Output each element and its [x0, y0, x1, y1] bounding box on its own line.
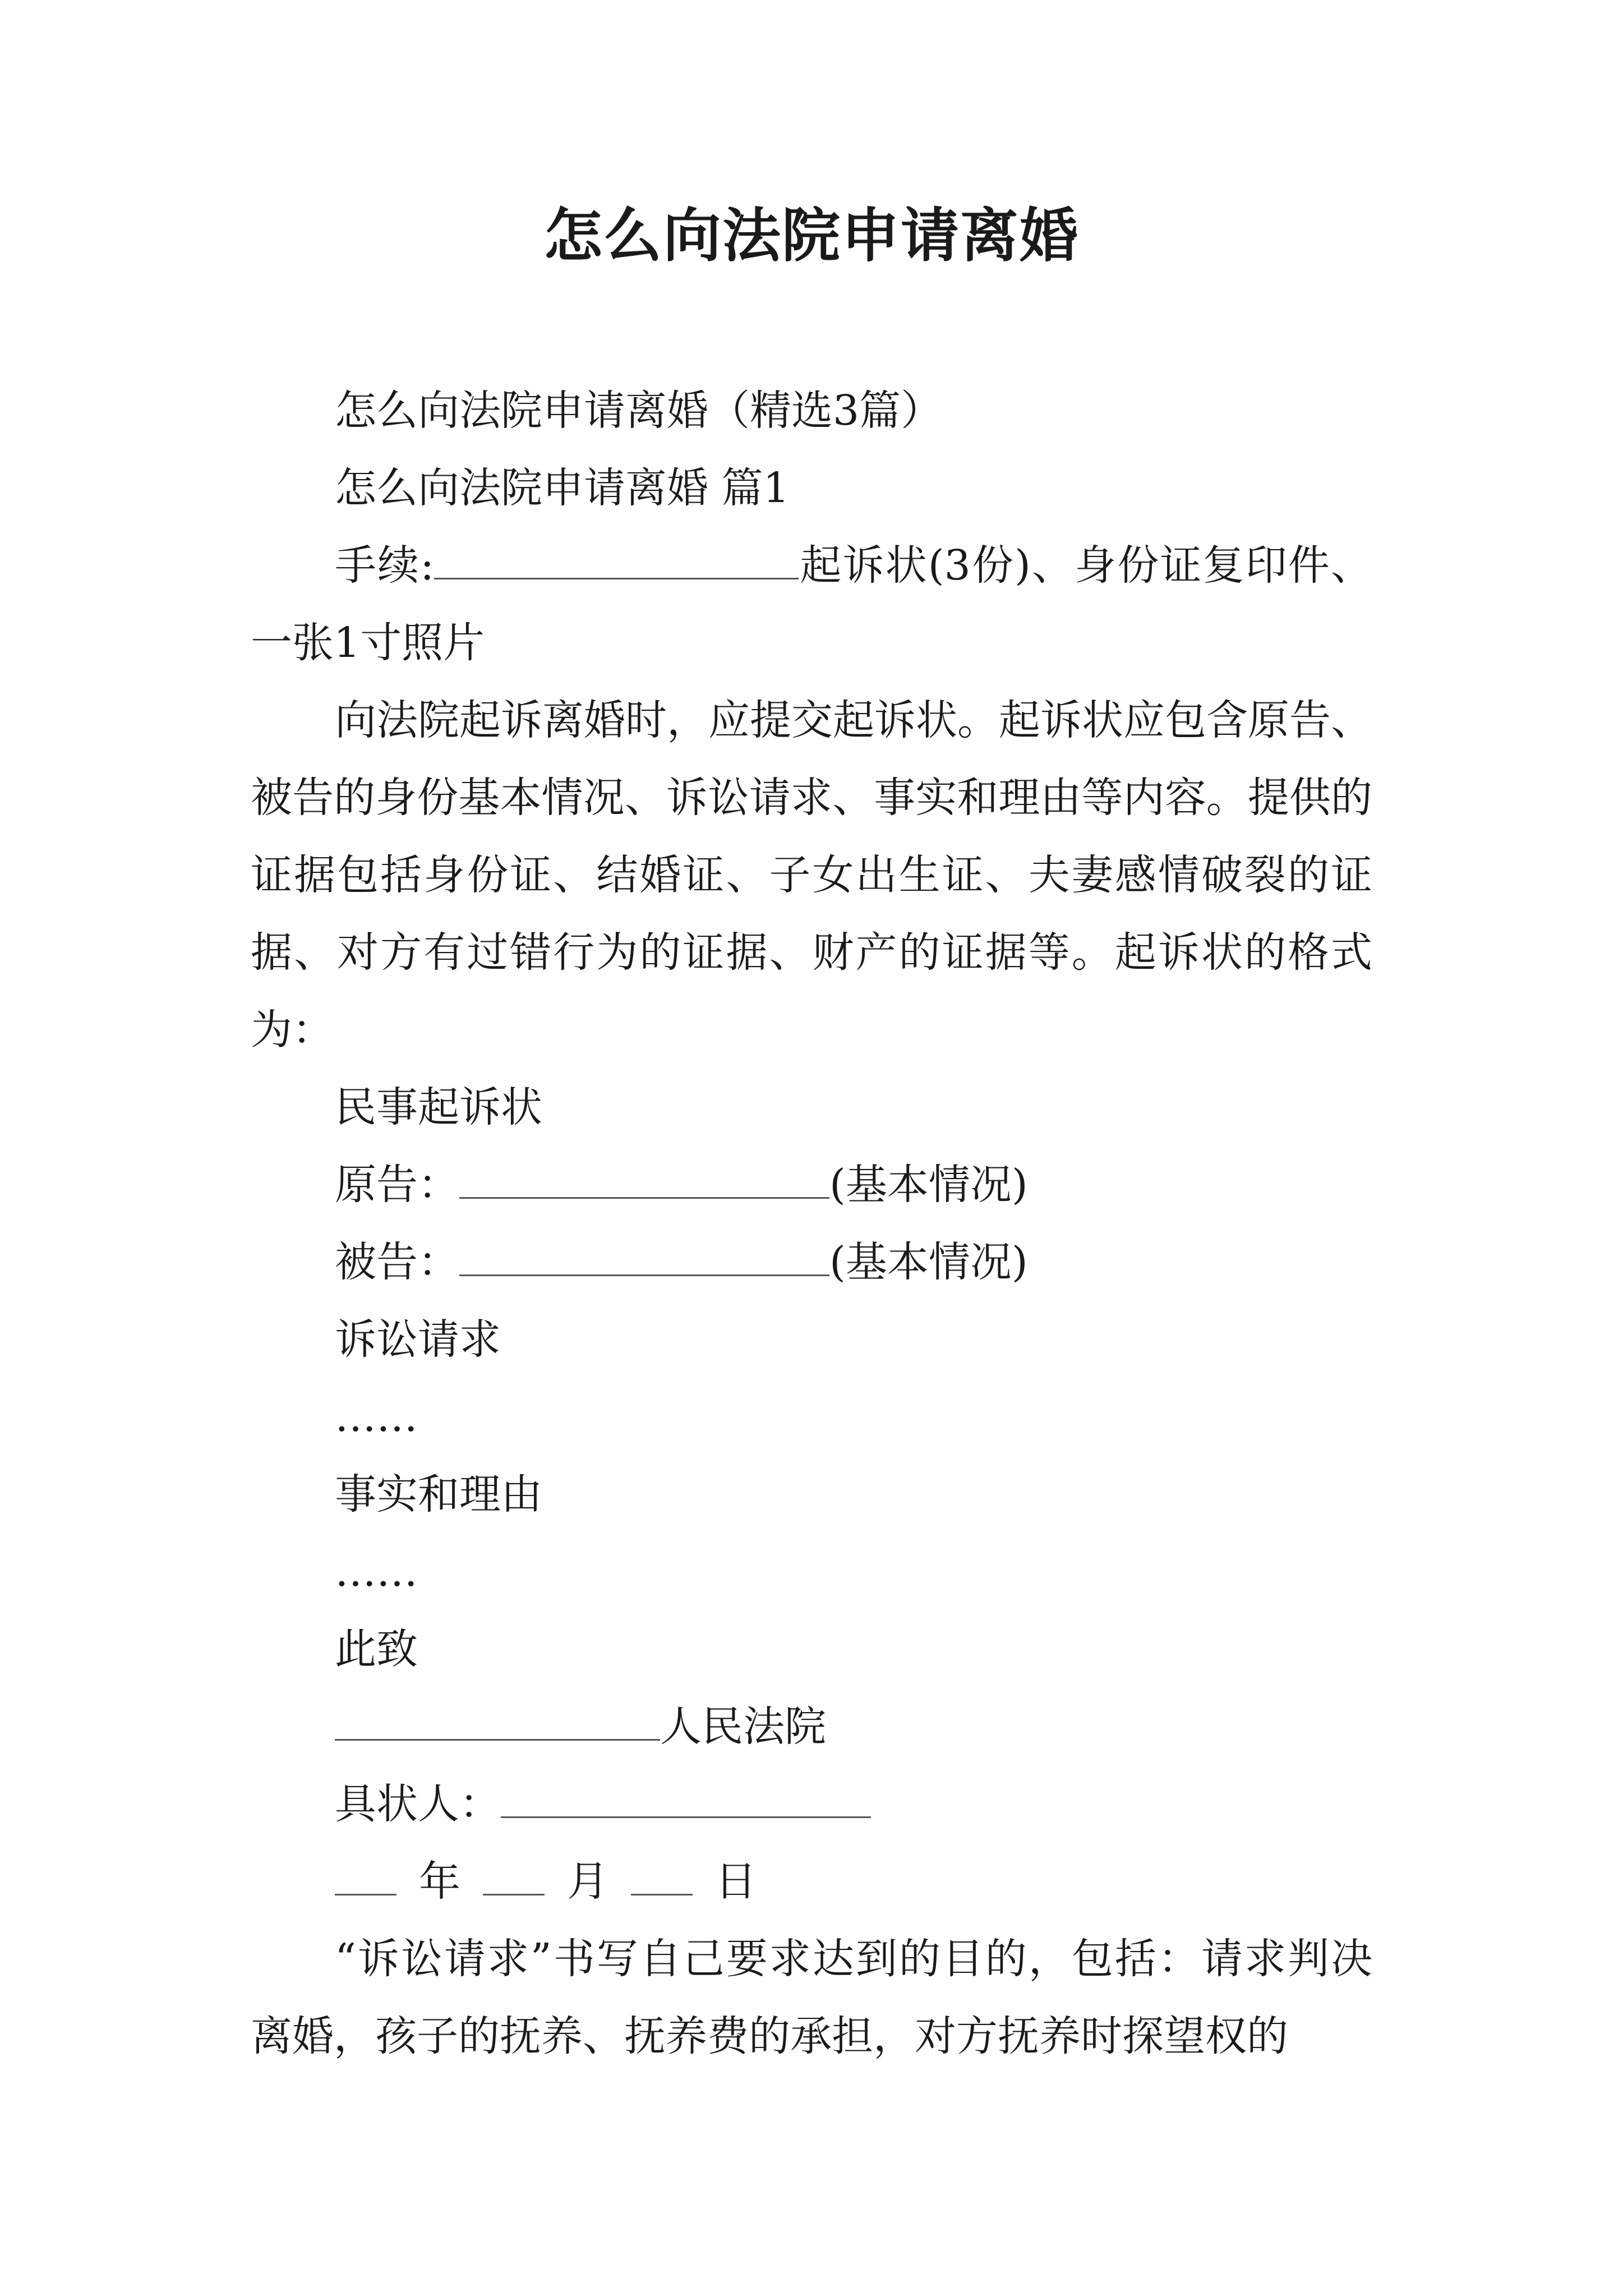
month-label: 月	[567, 1857, 608, 1906]
court-line	[251, 1688, 1372, 1765]
blank-line	[459, 1158, 829, 1199]
signer-label: 具状人：	[335, 1780, 501, 1828]
procedures-text: 起诉状(3份)、身份证复印件、一张1寸照片	[251, 541, 1372, 667]
procedures-label: 手续:	[335, 541, 435, 590]
blank-line	[501, 1777, 871, 1818]
defendant-suffix: (基本情况)	[829, 1238, 1028, 1286]
ellipsis: ……	[335, 1548, 418, 1596]
document-body	[251, 372, 1372, 2075]
claims-paragraph: “诉讼请求”书写自己要求达到的目的，包括：请求判决离婚，孩子的抚养、抚养费的承担，对方抚养时探望权的	[251, 1935, 1372, 2060]
defendant-line	[251, 1223, 1372, 1301]
form-heading: 民事起诉状	[335, 1083, 542, 1131]
salutation: 此致	[335, 1625, 418, 1673]
plaintiff-label: 原告：	[335, 1161, 459, 1209]
document-title: 怎么向法院申请离婚	[543, 201, 1079, 270]
signer-line	[251, 1765, 1372, 1843]
blank-line	[631, 1855, 693, 1895]
blank-line	[483, 1855, 545, 1895]
plaintiff-suffix: (基本情况)	[829, 1161, 1028, 1209]
blank-line	[335, 1700, 660, 1741]
subtitle: 怎么向法院申请离婚（精选3篇）	[335, 386, 943, 435]
procedures-paragraph	[251, 527, 1372, 682]
defendant-label: 被告：	[335, 1238, 459, 1286]
day-label: 日	[715, 1857, 757, 1906]
section-heading: 怎么向法院申请离婚 篇1	[335, 464, 790, 512]
blank-line	[459, 1235, 829, 1276]
plaintiff-line	[251, 1146, 1372, 1223]
year-label: 年	[419, 1857, 460, 1906]
claims-heading: 诉讼请求	[335, 1315, 501, 1364]
intro-paragraph: 向法院起诉离婚时，应提交起诉状。起诉状应包含原告、被告的身份基本情况、诉讼请求、事实和理由等内容。提供的证据包括身份证、结婚证、子女出生证、夫妻感情破裂的证据、对方有过错行为的证据、财产的证据等。起诉状的格式为：	[251, 696, 1372, 1054]
ellipsis: ……	[335, 1393, 418, 1441]
blank-line	[335, 1855, 396, 1895]
date-line	[251, 1843, 1372, 1920]
facts-heading: 事实和理由	[335, 1470, 542, 1519]
court-suffix: 人民法院	[660, 1703, 826, 1751]
blank-line	[434, 539, 799, 579]
